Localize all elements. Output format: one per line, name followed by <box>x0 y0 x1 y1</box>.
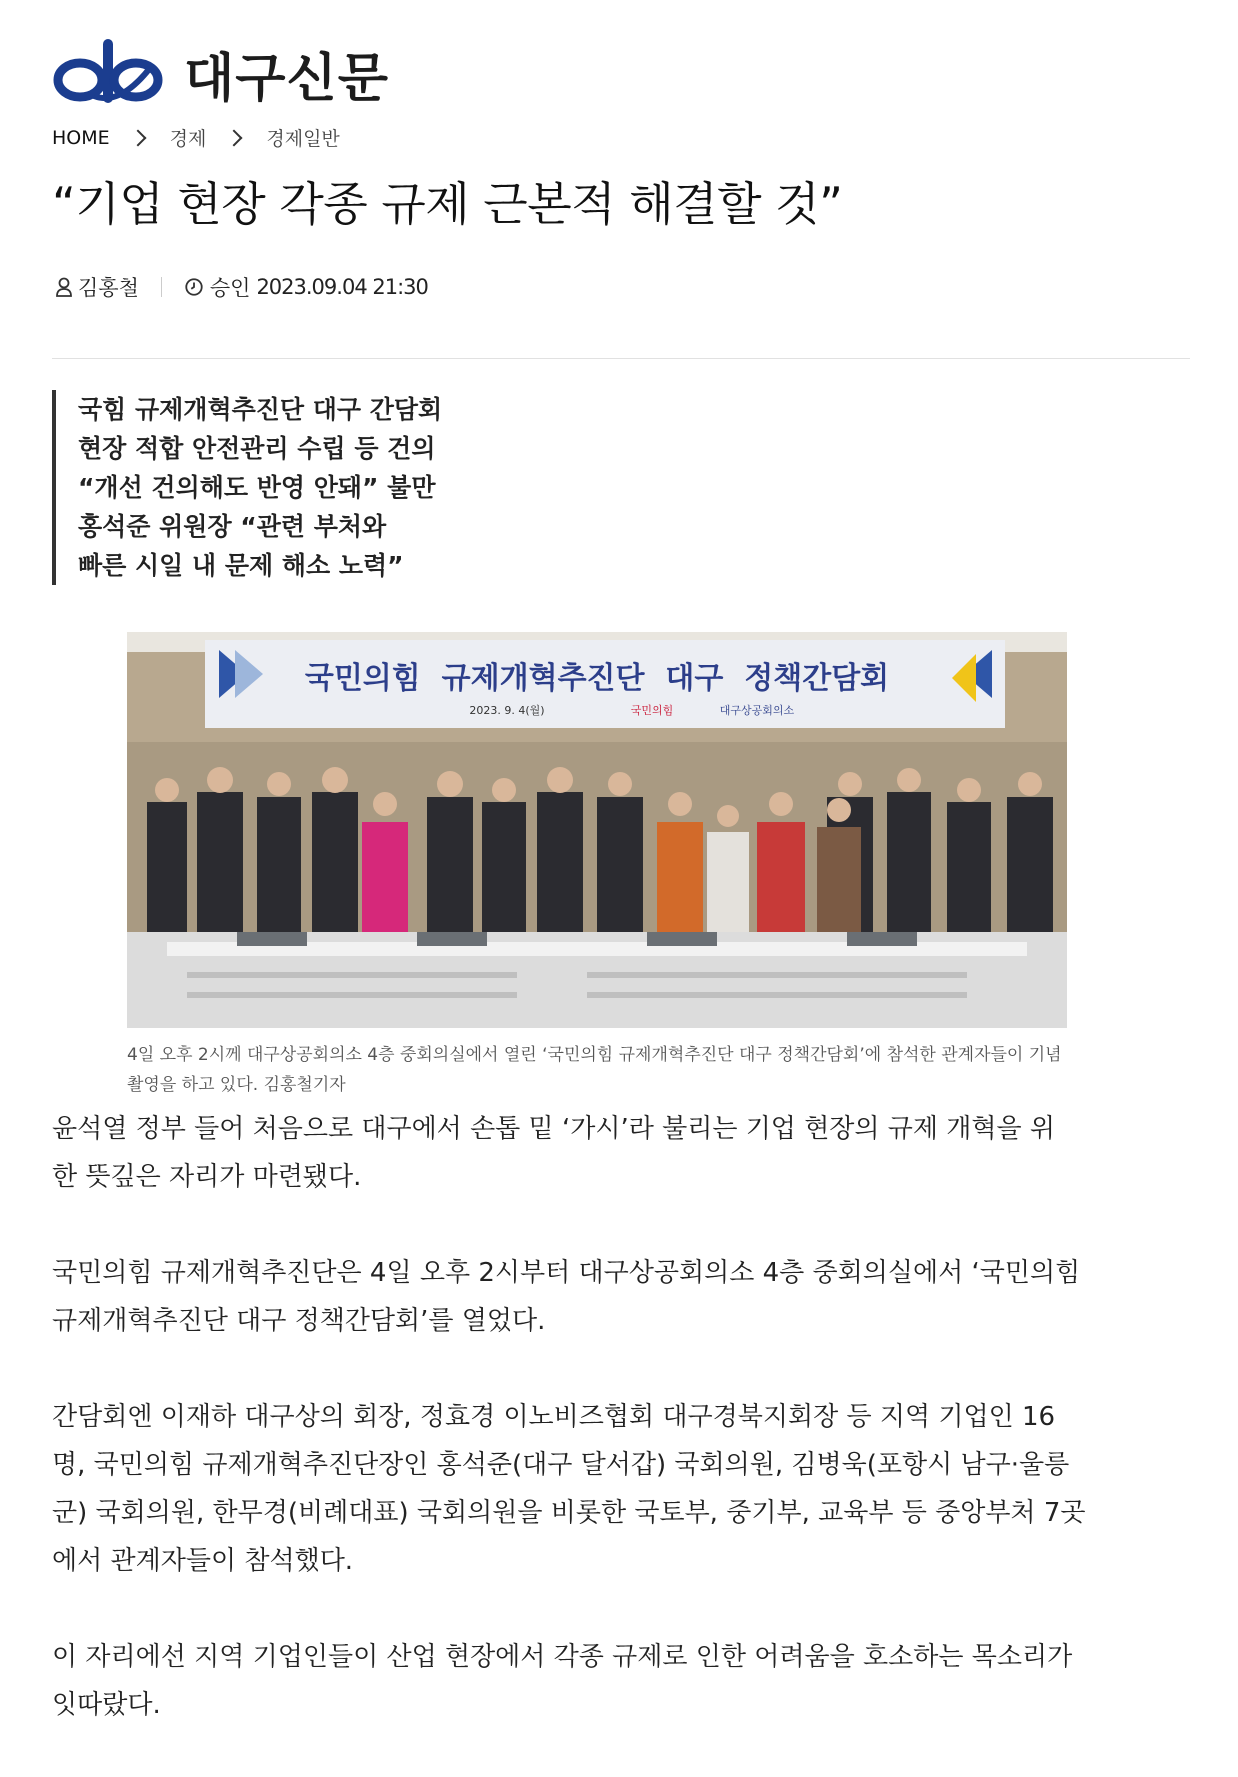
article-meta <box>54 272 428 302</box>
body-paragraph: 간담회엔 이재하 대구상의 회장, 정효경 이노비즈협회 대구경북지회장 등 지역 기업인 16 명, 국민의힘 규제개혁추진단장인 홍석준(대구 달서갑) 국회의원, 김병욱(포항시 남구·울릉 군) 국회의원, 한무경(비례대표) 국회의원을 비롯한 국토부, 중기부, 교육부 등 중앙부처 7곳 에서 관계자들이 참석했다. <box>52 1402 1086 1576</box>
breadcrumb-section[interactable]: 경제 <box>169 128 207 150</box>
summary-line: 빠른 시일 내 문제 해소 노력” <box>78 551 404 580</box>
photo-banner-date: 2023. 9. 4(월) <box>469 704 545 717</box>
summary-line: 현장 적합 안전관리 수립 등 건의 <box>78 434 436 463</box>
approved-datetime: 2023.09.04 21:30 <box>256 275 428 299</box>
user-icon <box>54 276 74 298</box>
meta-divider <box>161 277 162 297</box>
summary-line: “개선 건의해도 반영 안돼” 불만 <box>78 473 436 502</box>
article-summary <box>52 390 442 585</box>
photo-banner-title: 국민의힘 규제개혁추진단 대구 정책간담회 <box>304 661 890 696</box>
breadcrumb-home[interactable]: HOME <box>52 126 110 149</box>
photo-caption: 4일 오후 2시께 대구상공회의소 4층 중회의실에서 열린 ‘국민의힘 규제개혁추진단 대구 정책간담회’에 참석한 관계자들이 기념촬영을 하고 있다. 김홍철기자 <box>127 1045 1062 1095</box>
body-paragraph: 국민의힘 규제개혁추진단은 4일 오후 2시부터 대구상공회의소 4층 중회의실에서 ‘국민의힘 규제개혁추진단 대구 정책간담회’를 열었다. <box>52 1258 1081 1336</box>
summary-line: 홍석준 위원장 “관련 부처와 <box>78 512 387 541</box>
author-name[interactable]: 김홍철 <box>78 276 139 300</box>
logo-mark-icon <box>50 38 176 108</box>
chevron-right-icon <box>226 129 243 146</box>
body-paragraph: 이 자리에선 지역 기업인들이 산업 현장에서 각종 규제로 인한 어려움을 호소하는 목소리가 잇따랐다. <box>52 1642 1073 1720</box>
header-divider <box>52 358 1190 359</box>
summary-line: 국힘 규제개혁추진단 대구 간담회 <box>78 395 443 424</box>
breadcrumb <box>52 124 340 151</box>
body-paragraph: 윤석열 정부 들어 처음으로 대구에서 손톱 밑 ‘가시’라 불리는 기업 현장의 규제 개혁을 위 한 뜻깊은 자리가 마련됐다. <box>52 1114 1056 1192</box>
photo-banner-party: 국민의힘 <box>630 704 674 717</box>
approved-label: 승인 <box>209 276 251 300</box>
breadcrumb-subsection[interactable]: 경제일반 <box>266 128 340 150</box>
photo-banner-host: 대구상공회의소 <box>719 704 795 717</box>
chevron-right-icon <box>129 129 146 146</box>
article-photo[interactable] <box>127 632 1067 1028</box>
article-body <box>52 1105 1162 1777</box>
site-logo[interactable] <box>50 38 389 108</box>
clock-icon <box>184 276 204 298</box>
article-title: “기업 현장 각종 규제 근본적 해결할 것” <box>52 177 843 231</box>
logo-text: 대구신문 <box>184 48 389 109</box>
